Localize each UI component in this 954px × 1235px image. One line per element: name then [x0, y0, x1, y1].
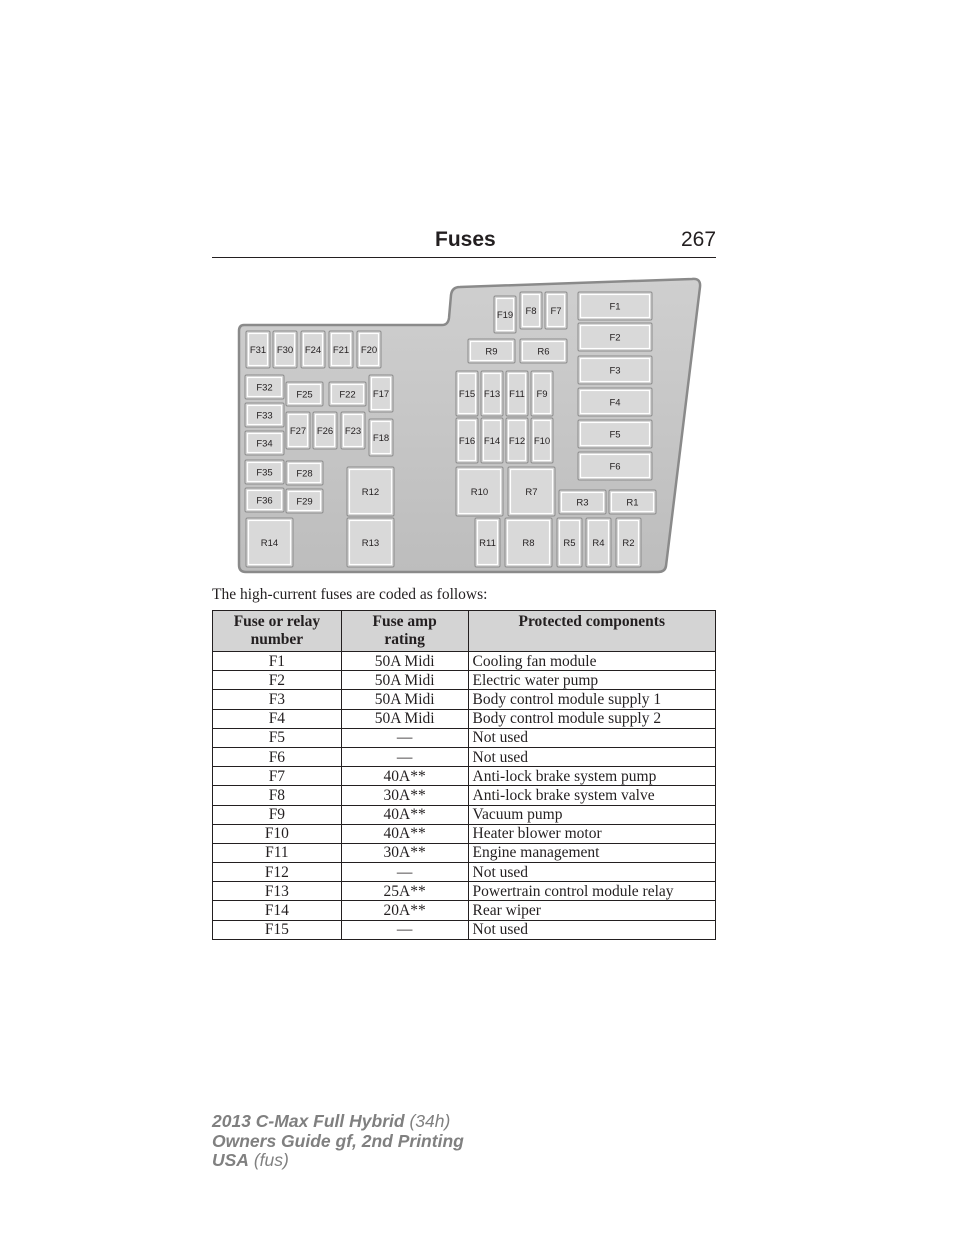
intro-text: The high-current fuses are coded as follows: [212, 586, 488, 603]
diagram-label: F3 [609, 365, 621, 377]
diagram-label: F29 [296, 496, 313, 508]
fuse-number-cell: F8 [213, 786, 342, 805]
component-cell: Powertrain control module relay [468, 882, 716, 901]
relay-r7 [508, 467, 555, 516]
fuse-f8 [520, 292, 542, 329]
diagram-label: F32 [256, 382, 273, 394]
component-cell: Anti-lock brake system pump [468, 767, 716, 786]
diagram-label: F36 [256, 495, 273, 507]
relay-r4 [586, 518, 611, 567]
amp-rating-cell: 50A Midi [341, 690, 468, 709]
amp-rating-cell: 40A** [341, 805, 468, 824]
fuse-f12 [506, 418, 528, 463]
diagram-label: F11 [509, 389, 525, 400]
fuse-f1 [578, 292, 652, 320]
relay-r14 [246, 518, 293, 567]
table-row [213, 824, 716, 843]
fuse-table [212, 610, 716, 940]
fuse-number-cell: F5 [213, 728, 342, 747]
amp-rating-cell: 25A** [341, 882, 468, 901]
diagram-label: R6 [537, 346, 550, 358]
diagram-label: F7 [550, 306, 562, 317]
diagram-label: F22 [339, 389, 356, 401]
fuse-f9 [531, 371, 553, 416]
amp-rating-cell: 50A Midi [341, 671, 468, 690]
amp-rating-cell: — [341, 747, 468, 766]
fuse-number-cell: F7 [213, 767, 342, 786]
relay-r11 [475, 518, 500, 567]
component-cell: Not used [468, 863, 716, 882]
fuse-f36 [245, 488, 284, 512]
diagram-label: F18 [372, 433, 390, 444]
component-cell: Not used [468, 747, 716, 766]
fuse-f20 [357, 331, 381, 368]
table-row [213, 728, 716, 747]
fuse-f3 [578, 356, 652, 384]
diagram-label: F8 [525, 306, 537, 317]
diagram-label: F19 [496, 310, 514, 321]
relay-r5 [557, 518, 582, 567]
component-cell: Electric water pump [468, 671, 716, 690]
diagram-label: F24 [304, 345, 322, 356]
table-row [213, 882, 716, 901]
table-row [213, 747, 716, 766]
diagram-label: F6 [609, 461, 621, 473]
fuse-f14 [481, 418, 503, 463]
fuse-f23 [341, 412, 365, 449]
table-row [213, 920, 716, 939]
fuse-f5 [578, 420, 652, 448]
diagram-label: F21 [332, 345, 350, 356]
fuse-number-cell: F6 [213, 747, 342, 766]
header-divider [212, 257, 716, 258]
fuse-f35 [245, 460, 284, 484]
relay-r1 [609, 490, 656, 514]
diagram-label: F20 [360, 345, 378, 356]
diagram-label: R10 [470, 487, 489, 498]
fuse-number-cell: F10 [213, 824, 342, 843]
relay-r2 [616, 518, 641, 567]
relay-r12 [347, 467, 394, 516]
table-row [213, 671, 716, 690]
diagram-label: R8 [522, 538, 535, 549]
diagram-label: F27 [289, 426, 307, 437]
fuse-f11 [506, 371, 528, 416]
fuse-f25 [286, 382, 323, 406]
diagram-label: R11 [479, 538, 496, 549]
table-row [213, 786, 716, 805]
diagram-label: F10 [533, 436, 551, 447]
fuse-f29 [286, 489, 323, 513]
fuse-f26 [313, 412, 337, 449]
header-fuse-number: Fuse or relay number [213, 611, 342, 652]
diagram-label: R2 [622, 538, 635, 549]
fuse-number-cell: F9 [213, 805, 342, 824]
diagram-label: R9 [485, 346, 498, 358]
diagram-label: R13 [361, 538, 380, 549]
header-amp-rating: Fuse amp rating [341, 611, 468, 652]
component-cell: Rear wiper [468, 901, 716, 920]
fuse-f34 [245, 431, 284, 455]
fuse-f24 [301, 331, 325, 368]
fuse-f2 [578, 323, 652, 351]
fuse-f22 [329, 382, 366, 406]
component-cell: Cooling fan module [468, 652, 716, 671]
amp-rating-cell: 50A Midi [341, 652, 468, 671]
fuse-number-cell: F13 [213, 882, 342, 901]
diagram-label: F34 [256, 438, 273, 450]
fuse-f17 [369, 375, 393, 412]
fuse-f27 [286, 412, 310, 449]
diagram-label: F1 [609, 301, 621, 313]
page-title: Fuses [435, 228, 496, 251]
table-row [213, 843, 716, 862]
table-header-row [213, 611, 716, 652]
amp-rating-cell: — [341, 728, 468, 747]
diagram-label: F15 [458, 389, 476, 400]
relay-r10 [456, 467, 503, 516]
footer-line-1: 2013 C-Max Full Hybrid (34h) [212, 1111, 451, 1131]
component-cell: Heater blower motor [468, 824, 716, 843]
diagram-label: F9 [536, 389, 548, 400]
page-number: 267 [681, 228, 717, 251]
diagram-label: F14 [483, 436, 501, 447]
diagram-label: F23 [344, 426, 362, 437]
amp-rating-cell: 20A** [341, 901, 468, 920]
relay-r3 [559, 490, 606, 514]
diagram-label: F2 [609, 332, 621, 344]
fuse-f7 [545, 292, 567, 329]
diagram-label: R3 [576, 497, 589, 509]
diagram-label: F33 [256, 410, 273, 422]
fuse-f16 [456, 418, 478, 463]
fuse-f31 [246, 331, 270, 368]
diagram-label: F28 [296, 468, 313, 480]
amp-rating-cell: 30A** [341, 843, 468, 862]
diagram-label: F16 [458, 436, 476, 447]
fuse-number-cell: F14 [213, 901, 342, 920]
component-cell: Anti-lock brake system valve [468, 786, 716, 805]
diagram-label: F31 [249, 345, 267, 356]
fuse-f10 [531, 418, 553, 463]
component-cell: Not used [468, 920, 716, 939]
table-row [213, 652, 716, 671]
diagram-label: F5 [609, 429, 621, 441]
component-cell: Body control module supply 1 [468, 690, 716, 709]
table-row [213, 805, 716, 824]
fuse-f15 [456, 371, 478, 416]
fuse-f6 [578, 452, 652, 480]
fuse-number-cell: F15 [213, 920, 342, 939]
diagram-label: F25 [296, 389, 313, 401]
fuse-f18 [369, 419, 393, 456]
fuse-f19 [494, 296, 516, 333]
footer-line-2: Owners Guide gf, 2nd Printing [212, 1130, 464, 1151]
fuse-f33 [245, 403, 284, 427]
fuse-number-cell: F11 [213, 843, 342, 862]
relay-r8 [505, 518, 552, 567]
fuse-f13 [481, 371, 503, 416]
diagram-label: R14 [260, 538, 279, 549]
diagram-label: R4 [592, 538, 605, 549]
table-row [213, 690, 716, 709]
amp-rating-cell: — [341, 863, 468, 882]
footer [212, 1112, 464, 1171]
component-cell: Engine management [468, 843, 716, 862]
component-cell: Vacuum pump [468, 805, 716, 824]
relay-r6 [520, 339, 567, 363]
fuse-f32 [245, 375, 284, 399]
amp-rating-cell: 40A** [341, 767, 468, 786]
table-row [213, 901, 716, 920]
diagram-label: R1 [626, 497, 639, 509]
fuse-number-cell: F12 [213, 863, 342, 882]
header-protected-components: Protected components [468, 611, 716, 652]
relay-r9 [468, 339, 515, 363]
fuse-box-diagram [236, 276, 706, 576]
fuse-f21 [329, 331, 353, 368]
fuse-f28 [286, 461, 323, 485]
component-cell: Body control module supply 2 [468, 709, 716, 728]
fuse-number-cell: F3 [213, 690, 342, 709]
diagram-label: F4 [609, 397, 621, 409]
fuse-number-cell: F2 [213, 671, 342, 690]
fuse-f30 [273, 331, 297, 368]
component-cell: Not used [468, 728, 716, 747]
table-row [213, 767, 716, 786]
fuse-number-cell: F4 [213, 709, 342, 728]
diagram-label: F35 [256, 467, 273, 479]
diagram-label: F13 [483, 389, 501, 400]
amp-rating-cell: 40A** [341, 824, 468, 843]
fuse-f4 [578, 388, 652, 416]
table-row [213, 709, 716, 728]
diagram-label: F12 [508, 436, 526, 447]
diagram-label: R5 [563, 538, 576, 549]
table-row [213, 863, 716, 882]
fuse-number-cell: F1 [213, 652, 342, 671]
diagram-label: R12 [361, 487, 380, 498]
amp-rating-cell: 30A** [341, 786, 468, 805]
footer-line-3: USA (fus) [212, 1150, 289, 1170]
amp-rating-cell: 50A Midi [341, 709, 468, 728]
diagram-label: F30 [276, 345, 294, 356]
amp-rating-cell: — [341, 920, 468, 939]
diagram-label: F17 [372, 389, 390, 400]
diagram-label: F26 [316, 426, 334, 437]
relay-r13 [347, 518, 394, 567]
diagram-label: R7 [525, 487, 538, 498]
